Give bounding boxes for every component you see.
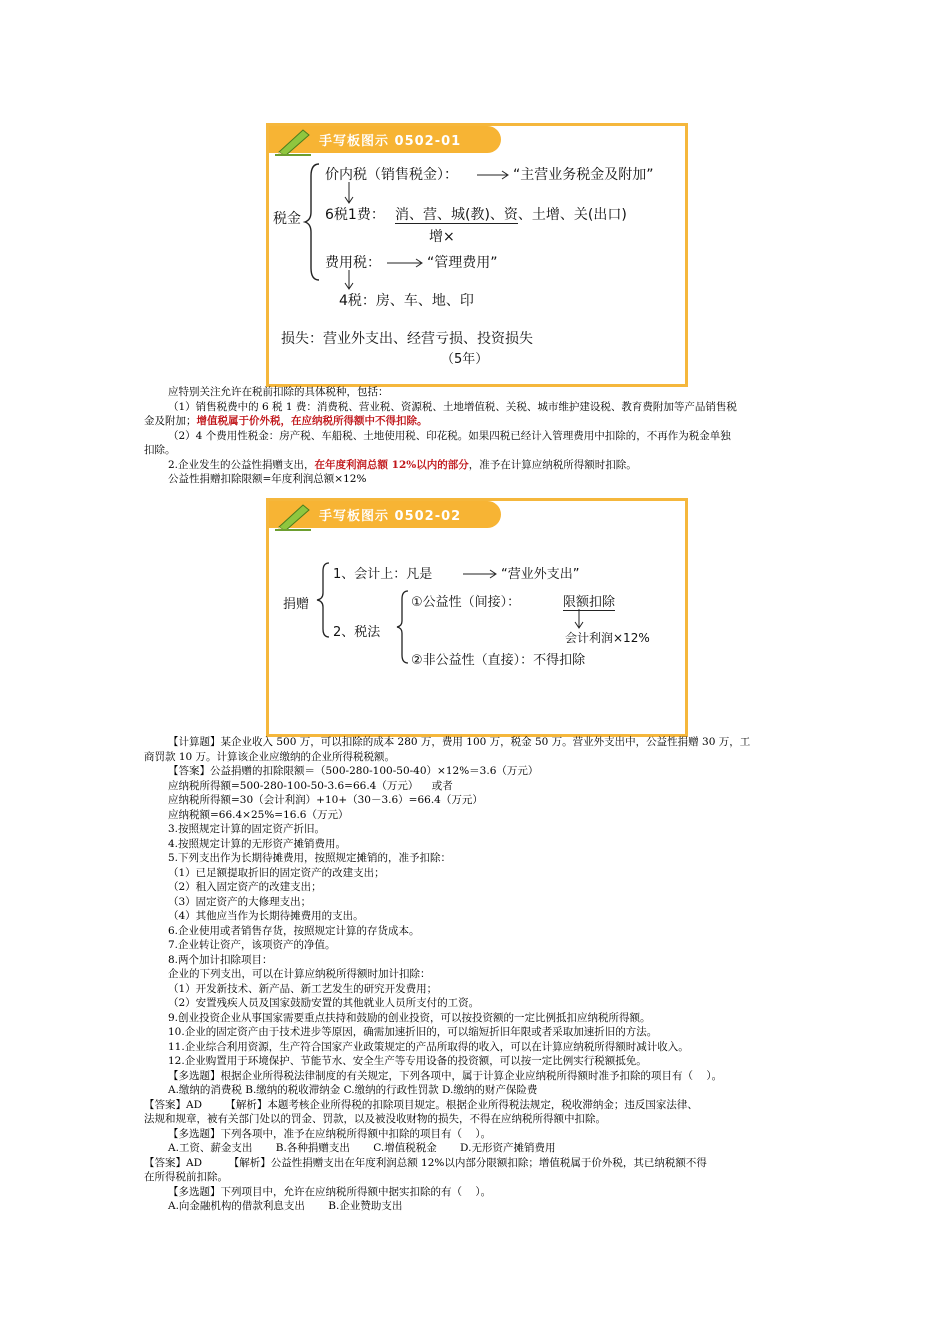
paragraph [144, 414, 808, 429]
highlight-12-percent: 在年度利润总额 12%以内的部分 [314, 458, 469, 471]
text-span: 2.企业发生的公益性捐赠支出， [168, 458, 315, 471]
paragraph-line: 【多选题】下列项目中，允许在应纳税所得额中据实扣除的有（ ）。 [168, 1185, 492, 1198]
underline [395, 223, 518, 224]
arrow-right [387, 258, 425, 268]
paragraph-line: 应纳税所得额=500-280-100-50-3.6=66.4（万元） 或者 [168, 779, 453, 792]
paragraph: 公益性捐赠扣除限额=年度利润总额×12% [168, 473, 367, 485]
branch-in-price-tax: 价内税（销售税金）： [325, 167, 458, 183]
five-years-note: （5年） [441, 352, 489, 367]
paragraph-line: （3）固定资产的大修理支出； [168, 895, 312, 908]
paragraph-line: 3.按照规定计算的固定资产折旧。 [168, 823, 326, 835]
four-taxes: 4税：房、车、地、印 [339, 293, 474, 309]
paragraph-line: 企业的下列支出，可以在计算应纳税所得额时加计扣除： [168, 968, 431, 980]
paragraph-line: 【多选题】根据企业所得税法律制度的有关规定，下列各项中，属于计算企业应纳税所得额时准予扣除的项目有（ ）。 [168, 1069, 723, 1082]
paragraph-line: 10.企业的固定资产由于技术进步等原因，确需加速折旧的，可以缩短折旧年限或者采取加速折旧的方法。 [168, 1026, 658, 1038]
paragraph-line: （1）已足额提取折旧的固定资产的改建支出； [168, 866, 385, 879]
paragraph-line: 应纳税额=66.4×25%=16.6（万元） [168, 808, 349, 821]
paragraph-line: 【答案】公益捐赠的扣除限额＝（500-280-100-50-40）×12%＝3.6（万元） [168, 765, 539, 777]
left-brace [303, 162, 323, 282]
figure-title: 手写板图示 0502-02 [319, 509, 462, 524]
paragraph-line: 【答案】AD 【解析】公益性捐赠支出在年度利润总额 12%以内部分限额扣除；增值税属于价外税，其已纳税额不得 [144, 1156, 707, 1169]
paragraph-line: 在所得税前扣除。 [144, 1171, 228, 1183]
left-brace [315, 561, 333, 639]
paragraph-line: 6.企业使用或者销售存货，按照规定计算的存货成本。 [168, 924, 420, 937]
handwriting-figure-0502-01 [266, 123, 688, 387]
arrow-down [343, 270, 355, 292]
paragraph-line: （1）开发新技术、新产品、新工艺发生的研究开发费用； [168, 982, 438, 995]
pencil-icon [273, 126, 313, 156]
target-non-operating-expense: “营业外支出” [501, 567, 580, 582]
paragraph-line: （4）其他应当作为长期待摊费用的支出。 [168, 910, 364, 922]
text-block-1 [144, 385, 808, 487]
paragraph-line: 11.企业综合利用资源，生产符合国家产业政策规定的产品所取得的收入，可以在计算应纳税所得额时减计收入。 [168, 1040, 689, 1053]
branch-expense-tax: 费用税： [325, 255, 381, 271]
paragraph-line: 9.创业投资企业从事国家需要重点扶持和鼓励的创业投资，可以按投资额的一定比例抵扣应纳税所得额。 [168, 1011, 651, 1024]
six-taxes-items: 消、营、城(教)、资、土增、关(出口) [395, 207, 627, 223]
paragraph-line: 12.企业购置用于环境保护、节能节水、安全生产等专用设备的投资额，可以按一定比例实行税额抵免。 [168, 1055, 647, 1067]
paragraph-line: 7.企业转让资产，该项资产的净值。 [168, 939, 336, 951]
paragraph: （2）4 个费用性税金：房产税、车船税、土地使用税、印花税。如果四税已经计入管理费用中扣除的，不再作为税金单独 [168, 429, 731, 442]
paragraph-line: 8.两个加计扣除项目： [168, 953, 273, 966]
figure-title-banner [269, 501, 501, 528]
paragraph-line: 5.下列支出作为长期待摊费用，按照规定摊销的，准予扣除： [168, 852, 452, 864]
paragraph-line: （2）安置残疾人员及国家鼓励安置的其他就业人员所支付的工资。 [168, 997, 480, 1009]
text-span: ，准予在计算应纳税所得额时扣除。 [468, 458, 637, 471]
arrow-down [343, 182, 355, 206]
paragraph: 应特别关注允许在税前扣除的具体税种，包括： [168, 386, 389, 398]
profit-rate: 会计利润×12% [565, 631, 650, 645]
accounting-label: 1、会计上：凡是 [333, 567, 433, 582]
paragraph-line: A.缴纳的消费税 B.缴纳的税收滞纳金 C.缴纳的行政性罚款 D.缴纳的财产保险费 [168, 1084, 538, 1096]
root-label-donation: 捐赠 [283, 597, 310, 612]
arrow-down [573, 609, 585, 631]
paragraph-line: 4.按照规定计算的无形资产摊销费用。 [168, 837, 347, 850]
pencil-icon [273, 501, 313, 531]
limit-deduction: 限额扣除 [563, 591, 615, 611]
paragraph: （1）销售税费中的 6 税 1 费：消费税、营业税、资源税、土地增值税、关税、城市维护建设税、教育费附加等产品销售税 [168, 400, 737, 413]
public-welfare-label: ①公益性（间接）： [411, 595, 521, 610]
paragraph-line: A.工资、薪金支出 B.各种捐赠支出 C.增值税税金 D.无形资产摊销费用 [168, 1142, 556, 1154]
arrow-right [463, 569, 499, 579]
paragraph-line: 应纳税所得额=30（会计利润）+10+（30－3.6）=66.4（万元） [168, 794, 483, 806]
paragraph-line: 商罚款 10 万。计算该企业应缴纳的企业所得税税额。 [144, 750, 396, 763]
paragraph-line: 【答案】AD 【解析】本题考核企业所得税的扣除项目规定。根据企业所得税法规定，税收滞纳金；违反国家法律、 [144, 1098, 698, 1111]
six-taxes-label: 6税1费： [325, 207, 385, 223]
paragraph [144, 458, 808, 473]
tax-law-label: 2、税法 [333, 625, 381, 640]
vat-note: 增× [429, 229, 455, 245]
paragraph-line: 【多选题】下列各项中，准予在应纳税所得额中扣除的项目有（ ）。 [168, 1127, 492, 1140]
loss-line: 损失：营业外支出、经营亏损、投资损失 [281, 331, 533, 347]
non-public-welfare-label: ②非公益性（直接）：不得扣除 [411, 653, 586, 668]
highlight-vat-note: 增值税属于价外税，在应纳税所得额中不得扣除。 [196, 415, 428, 427]
target-main-business-tax: “主营业务税金及附加” [513, 167, 654, 183]
text-block-2 [144, 735, 808, 1214]
paragraph-line: 【计算题】某企业收入 500 万，可以扣除的成本 280 万，费用 100 万，税金 50 万。营业外支出中，公益性捐赠 30 万，工 [168, 736, 751, 748]
target-admin-expense: “管理费用” [427, 255, 498, 271]
figure-title-banner [269, 126, 501, 153]
paragraph-line: （2）租入固定资产的改建支出； [168, 881, 322, 893]
paragraph-line: 法规和规章，被有关部门处以的罚金、罚款，以及被没收财物的损失，不得在应纳税所得额中扣除。 [144, 1113, 606, 1125]
root-label-tax: 税金 [273, 211, 301, 227]
paragraph: 扣除。 [144, 444, 176, 456]
arrow-right [477, 170, 511, 180]
figure-title: 手写板图示 0502-01 [319, 134, 462, 149]
paragraph-line: A.向金融机构的借款利息支出 B.企业赞助支出 [168, 1200, 403, 1212]
left-brace [395, 589, 411, 665]
handwriting-figure-0502-02 [266, 498, 688, 737]
text-span: 金及附加； [144, 415, 197, 427]
